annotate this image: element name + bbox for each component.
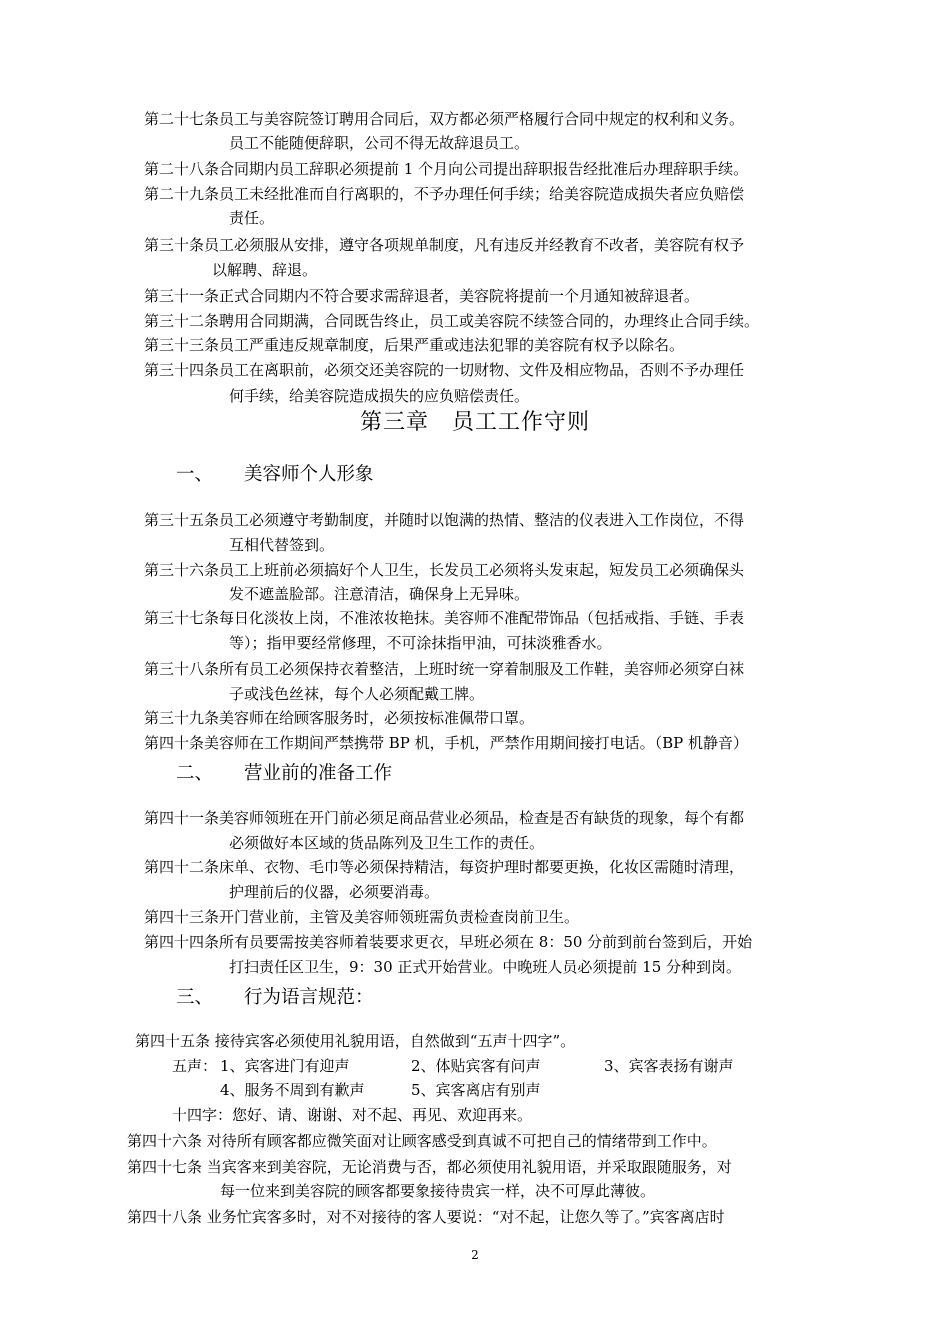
wusheng-item-3: 3、宾客表扬有谢声: [604, 1057, 734, 1075]
article-39: 第三十九条美容师在给顾客服务时，必须按标准佩带口罩。: [144, 709, 535, 727]
article-30-cont: 以解聘、辞退。: [212, 261, 318, 279]
article-29: 第二十九条员工未经批准而自行离职的，不予办理任何手续；给美容院造成损失者应负赔偿: [144, 185, 745, 203]
article-40: 第四十条美容师在工作期间严禁携带 BP 机，手机，严禁作用期间接打电话。（BP 机静音）: [144, 734, 749, 752]
article-48: 第四十八条 业务忙宾客多时，对不对接待的客人要说：“对不起，让您久等了。”宾客离店时: [127, 1208, 725, 1226]
article-37-cont: 等）；指甲要经常修理，不可涂抹指甲油，可抹淡雅香水。: [229, 634, 612, 652]
section-title: 营业前的准备工作: [244, 763, 393, 784]
article-27-cont: 员工不能随便辞职，公司不得无故辞退员工。: [229, 134, 530, 152]
article-31: 第三十一条正式合同期内不符合要求需辞退者，美容院将提前一个月通知被辞退者。: [144, 287, 700, 305]
article-36: 第三十六条员工上班前必须搞好个人卫生，长发员工必须将头发束起，短发员工必须确保头: [144, 561, 745, 579]
article-47: 第四十七条 当宾客来到美容院，无论消费与否，都必须使用礼貌用语，并采取跟随服务，对: [127, 1158, 732, 1176]
article-34: 第三十四条员工在离职前，必须交还美容院的一切财物、文件及相应物品，否则不予办理任: [144, 361, 745, 379]
section-title: 行为语言规范：: [244, 987, 374, 1008]
section-heading-1: [176, 462, 374, 488]
article-35-cont: 互相代替签到。: [229, 536, 335, 554]
wusheng-label: 五声：: [172, 1057, 218, 1075]
article-43: 第四十三条开门营业前，主管及美容师领班需负责检查岗前卫生。: [144, 908, 580, 926]
article-35: 第三十五条员工必须遵守考勤制度，并随时以饱满的热情、整洁的仪表进入工作岗位，不得: [144, 511, 745, 529]
wusheng-row-2: [0, 1080, 950, 1100]
article-36-cont: 发不遮盖脸部。注意清洁，确保身上无异味。: [229, 585, 530, 603]
wusheng-row-1: [0, 1056, 950, 1076]
article-47-cont: 每一位来到美容院的顾客都要象接待贵宾一样，决不可厚此薄彼。: [220, 1182, 656, 1200]
article-28: 第二十八条合同期内员工辞职必须提前 1 个月向公司提出辞职报告经批准后办理辞职手续。: [144, 160, 749, 178]
section-number: 三、: [176, 987, 214, 1008]
section-heading-2: [176, 761, 392, 787]
article-41: 第四十一条美容师领班在开门前必须足商品营业必须品，检查是否有缺货的现象，每个有都: [144, 809, 745, 827]
article-46: 第四十六条 对待所有顾客都应微笑面对让顾客感受到真诚不可把自己的情绪带到工作中。: [127, 1132, 717, 1150]
shisizi: 十四字：您好、请、谢谢、对不起、再见、欢迎再来。: [172, 1106, 533, 1124]
article-44: 第四十四条所有员要需按美容师着装要求更衣，早班必须在 8：50 分前到前台签到后，开始: [144, 933, 753, 951]
article-33: 第三十三条员工严重违反规章制度，后果严重或违法犯罪的美容院有权予以除名。: [144, 336, 685, 354]
article-38: 第三十八条所有员工必须保持衣着整洁，上班时统一穿着制服及工作鞋，美容师必须穿白袜: [144, 660, 745, 678]
article-37: 第三十七条每日化淡妆上岗，不准浓妆艳抹。美容师不准配带饰品（包括戒指、手链、手表: [144, 609, 745, 627]
article-34-cont: 何手续，给美容院造成损失的应负赔偿责任。: [229, 387, 530, 405]
section-title: 美容师个人形象: [244, 464, 374, 485]
page-number: 2: [471, 1248, 479, 1262]
wusheng-item-1: 1、宾客进门有迎声: [220, 1057, 350, 1075]
article-41-cont: 必须做好本区域的货品陈列及卫生工作的责任。: [229, 834, 545, 852]
wusheng-item-4: 4、服务不周到有歉声: [220, 1081, 365, 1099]
section-number: 二、: [176, 763, 214, 784]
article-45: 第四十五条 接待宾客必须使用礼貌用语，自然做到“五声十四字”。: [135, 1032, 576, 1050]
chapter-title: 第三章 员工工作守则: [359, 410, 590, 435]
article-29-cont: 责任。: [229, 209, 275, 227]
section-heading-3: [176, 985, 374, 1011]
section-number: 一、: [176, 464, 214, 485]
article-30: 第三十条员工必须服从安排，遵守各项规单制度，凡有违反并经教育不改者，美容院有权予: [144, 236, 745, 254]
article-27: 第二十七条员工与美容院签订聘用合同后，双方都必须严格履行合同中规定的权利和义务。: [144, 110, 745, 128]
wusheng-item-5: 5、宾客离店有别声: [411, 1081, 541, 1099]
article-42: 第四十二条床单、衣物、毛巾等必须保持精洁，每资护理时都要更换，化妆区需随时清理，: [144, 858, 745, 876]
article-32: 第三十二条聘用合同期满，合同既告终止，员工或美容院不续签合同的，办理终止合同手续。: [144, 312, 760, 330]
article-42-cont: 护理前后的仪器，必须要消毒。: [229, 883, 440, 901]
wusheng-item-2: 2、体贴宾客有问声: [411, 1057, 541, 1075]
article-44-cont: 打扫责任区卫生，9：30 正式开始营业。中晚班人员必须提前 15 分种到岗。: [229, 958, 742, 976]
article-38-cont: 子或浅色丝袜，每个人必须配戴工牌。: [229, 685, 485, 703]
